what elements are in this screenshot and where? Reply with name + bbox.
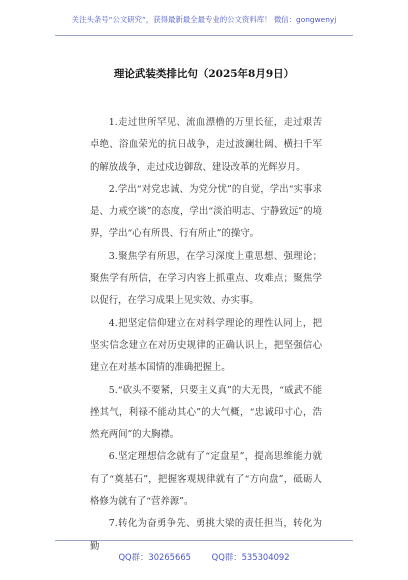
footer-qq-group-1: QQ群：30265665: [118, 552, 191, 562]
paragraph-7: 7.转化为奋勇争先、勇挑大梁的责任担当，转化为勤: [90, 518, 322, 552]
paragraph-4: 4.把坚定信仰建立在对科学理论的理性认同上，把坚实信念建立在对历史规律的正确认识上，把坚强信心建立在对基本国情的准确把握上。: [90, 317, 322, 374]
footer-divider: [55, 540, 353, 541]
paragraph-6: 6.坚定理想信念就有了“定盘星”，提高思维能力就有了“奠基石”，把握客观规律就有了“方向盘”，砥砺人格修为就有了“营养源”。: [90, 451, 322, 508]
paragraph-1: 1.走过世所罕见、流血漂橹的万里长征，走过艰苦卓绝、浴血荣光的抗日战争，走过波澜壮阔、横扫千军的解放战争，走过戍边御敌、建设改革的光辉岁月。: [90, 117, 322, 173]
document-body: [90, 112, 322, 558]
document-title: 理论武装类排比句（2025年8月9日）: [113, 68, 295, 80]
header-banner: [0, 14, 408, 25]
paragraph-3: 3.聚焦学有所思，在学习深度上重思想、强理论；聚焦学有所信，在学习内容上抓重点、攻难点；聚焦学以促行，在学习成果上见实效、办实事。: [90, 250, 322, 307]
paragraph-2: 2.学出“对党忠诚、为党分忧”的自觉，学出“实事求是、力戒空谈”的态度，学出“淡泊明志、宁静致远”的境界，学出“心有所畏、行有所止”的操守。: [90, 183, 322, 240]
header-banner-text: 关注头条号“公文研究”，获得最新最全最专业的公文资料库！ 微信：gongwenyj: [71, 15, 337, 24]
footer-qq-group-2: QQ群：535304092: [211, 552, 290, 562]
footer-contact: [0, 551, 408, 563]
paragraph-5: 5.“砍头不要紧，只要主义真”的大无畏，“威武不能挫其气，利禄不能动其心”的大气概，“忠诚印寸心，浩然充两间”的大胸襟。: [90, 384, 322, 441]
header-divider: [55, 35, 353, 36]
